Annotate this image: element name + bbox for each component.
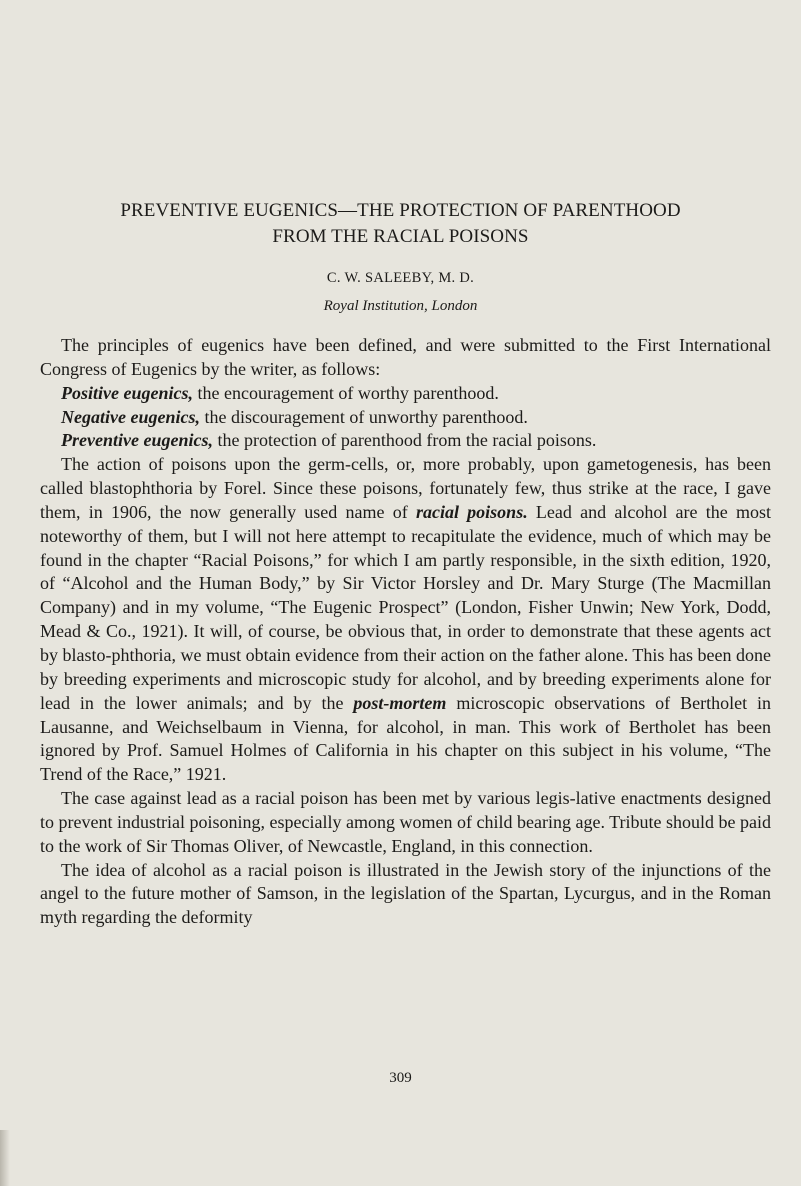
paragraph-text: Lead and alcohol are the most noteworthy of them, but I will not here attempt to recapitulate the evidence, much of which may be found in the chapter “Racial Poisons,” for which I am partly responsible, in the sixth edition, 1920, of “Alcohol and the Human Body,” by Sir Victor Horsley and Dr. Mary Sturge (The Macmillan Company) and in my volume, “The Eugenic Prospect” (London, Fisher Unwin; New York, Dodd, Mead & Co., 1921). It will, of course, be obvious that, in order to demonstrate that these agents act by blasto-phthoria, we must obtain evidence from their action on the father alone. This has been done by breeding experiments and microscopic study for alcohol, and by breeding experiments alone for lead in the lower animals; and by the [40,501,771,713]
paragraph-text: microscopic observations of Bertholet in Lausanne, and Weichselbaum in Vienna, for alcohol, in man. This work of Bertholet has been ignored by Prof. Samuel Holmes of California in his chapter on this subject in his volume, “The Trend of the Race,” 1921. [40,692,772,785]
article-body [40,334,771,930]
page-number: 309 [389,1070,412,1086]
definition-preventive-eugenics [40,429,771,453]
article-title-line-1: PREVENTIVE EUGENICS—THE PROTECTION OF PARENTHOOD [120,200,681,221]
paragraph-text: The action of poisons upon the germ-cells, or, more probably, upon gametogenesis, has been called blastophthoria by Forel. Since these poisons, fortunately few, thus strike at the race, I gave them, in 1906, the now generally used name of [40,454,771,522]
article-title [40,198,761,250]
paragraph-alcohol: The idea of alcohol as a racial poison is illustrated in the Jewish story of the injunctions of the angel to the future mother of Samson, in the legislation of the Spartan, Lycurgus, and in the Roman myth regarding the deformity [40,859,771,928]
paragraph-blastophthoria [40,453,771,787]
author-affiliation: Royal Institution, London [323,298,478,314]
article-title-line-2: FROM THE RACIAL POISONS [272,226,529,247]
definition-text: the encouragement of worthy parenthood. [192,382,499,403]
definition-negative-eugenics [40,406,771,430]
paragraph-intro: The principles of eugenics have been defined, and were submitted to the First International Congress of Eugenics by the writer, as follows: [40,335,771,379]
emphasis-post-mortem: post-mortem [353,692,447,713]
definition-positive-eugenics [40,382,771,406]
definition-text: the discouragement of unworthy parenthood. [199,406,528,427]
emphasis-racial-poisons: racial poisons. [415,501,528,522]
paragraph-lead: The case against lead as a racial poison has been met by various legis-lative enactments designed to prevent industrial poisoning, especially among women of child bearing age. Tribute should be paid to the work of Sir Thomas Oliver, of Newcastle, England, in this connection. [40,788,771,856]
definition-term: Negative eugenics, [61,406,200,427]
author-name: C. W. SALEEBY, M. D. [326,270,475,286]
definition-text: the protection of parenthood from the racial poisons. [212,430,597,451]
scan-edge-shadow [0,1130,10,1186]
definition-term: Preventive eugenics, [61,430,213,451]
definition-term: Positive eugenics, [61,382,193,403]
